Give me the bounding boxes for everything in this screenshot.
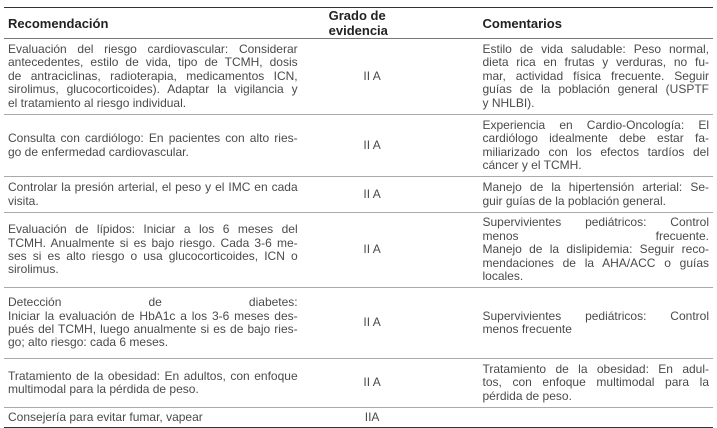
cell-line: menos frecuente	[482, 322, 572, 336]
table-row	[4, 177, 713, 213]
cell-line: sirolimus.	[8, 262, 59, 277]
comment-cell	[453, 115, 714, 177]
recommendation-cell	[4, 39, 302, 115]
cell-line: ses si es alto riesgo o usa glucocorticoides, ICN o	[8, 249, 298, 263]
cell-line: el tratamiento al riesgo individual.	[8, 95, 187, 110]
cell-line: menos frecuente.	[482, 228, 709, 243]
cell-line: Experiencia en Cardio-Oncología: El	[482, 117, 709, 132]
recommendation-cell	[4, 213, 302, 288]
recommendation-cell	[4, 288, 302, 359]
cell-line: Estilo de vida saludable: Peso normal,	[482, 41, 709, 56]
header-row	[4, 8, 713, 39]
cell-line: locales.	[482, 269, 524, 284]
comment-cell	[453, 359, 714, 408]
cell-line: pérdida de peso.	[482, 388, 572, 403]
grade-cell	[302, 359, 453, 408]
cell-line: cáncer y el TCMH.	[482, 157, 582, 172]
comment-cell	[453, 177, 714, 213]
recommendation-cell	[4, 359, 302, 408]
cell-line: Supervivientes pediátricos: Control	[482, 308, 709, 323]
cell-line: cardiólogo idealmente debe estar fa-	[482, 131, 709, 146]
recommendations-table	[4, 7, 713, 428]
cell-line: Supervivientes pediátricos: Control	[482, 215, 709, 230]
cell-line: antecedentes, estilo de vida, tipo de TCMH, dosis	[8, 55, 298, 70]
grade-value: II A	[363, 137, 381, 152]
header-recomendacion: Recomendación	[4, 8, 302, 39]
cell-line: Iniciar la evaluación de HbA1c a los 3-6 meses des-	[8, 308, 298, 323]
cell-line: Evaluación del riesgo cardiovascular: Considerar	[8, 41, 298, 56]
cell-line: dieta rica en frutas y verduras, no fu-	[482, 55, 709, 70]
grade-value: II A	[363, 186, 381, 201]
cell-line: tos, con enfoque multimodal para la	[482, 375, 709, 390]
cell-line: Consejería para evitar fumar, vapear	[8, 409, 203, 424]
cell-line: go de enfermedad cardiovascular.	[8, 144, 189, 159]
cell-line: guir guías de la población general.	[482, 193, 666, 208]
cell-line: Manejo de la hipertensión arterial: Se-	[482, 180, 709, 195]
header-comentarios: Comentarios	[453, 8, 714, 39]
cell-line: Manejo de la dislipidemia: Seguir reco-	[482, 242, 709, 257]
table-row	[4, 288, 713, 359]
recommendation-cell	[4, 177, 302, 213]
recommendation-cell	[4, 115, 302, 177]
table-row	[4, 213, 713, 288]
grade-value: IIA	[364, 409, 380, 424]
header-grado: Grado de evidencia	[302, 8, 453, 39]
table-row	[4, 115, 713, 177]
cell-line: Detección de diabetes:	[8, 295, 298, 310]
comment-cell	[453, 213, 714, 288]
cell-line: miliarizado con los efectos tardíos del	[482, 144, 709, 159]
grade-value: II A	[363, 375, 381, 390]
cell-line: guías de la población general (USPTF	[482, 82, 709, 97]
cell-line: TCMH. Anualmente si es bajo riesgo. Cada 3-6 me-	[8, 235, 298, 250]
grade-cell	[302, 39, 453, 115]
cell-line: y NHLBI).	[482, 95, 535, 110]
cell-line: de antraciclinas, radioterapia, medicamentos ICN,	[8, 68, 298, 83]
cell-line: pués del TCMH, luego anualmente si es de bajo ries-	[8, 322, 298, 336]
comment-cell	[453, 39, 714, 115]
cell-line: Controlar la presión arterial, el peso y el IMC en cada	[8, 180, 298, 195]
grade-cell	[302, 213, 453, 288]
grade-value: II A	[363, 68, 381, 83]
cell-line: mendaciones de la AHA/ACC o guías	[482, 255, 709, 270]
cell-line: Evaluación de lípidos: Iniciar a los 6 meses del	[8, 222, 298, 237]
table-row	[4, 359, 713, 408]
grade-value: II A	[363, 315, 381, 330]
cell-line: multimodal para la pérdida de peso.	[8, 382, 199, 396]
cell-line: Tratamiento de la obesidad: En adul-	[482, 361, 709, 376]
cell-line: mar, actividad física frecuente. Seguir	[482, 68, 709, 83]
grade-cell	[302, 177, 453, 213]
grade-cell	[302, 115, 453, 177]
comment-cell	[453, 288, 714, 359]
grade-value: II A	[363, 242, 381, 257]
table-row	[4, 39, 713, 115]
cell-line: Consulta con cardiólogo: En pacientes con alto ries-	[8, 131, 298, 146]
cell-line: sirolimus, glucocorticoides). Adaptar la vigilancia y	[8, 82, 298, 97]
cell-line: go; alto riesgo: cada 6 meses.	[8, 335, 169, 350]
grade-cell	[302, 288, 453, 359]
cell-line: visita.	[8, 193, 39, 208]
cell-line: Tratamiento de la obesidad: En adultos, con enfoque	[8, 368, 298, 383]
